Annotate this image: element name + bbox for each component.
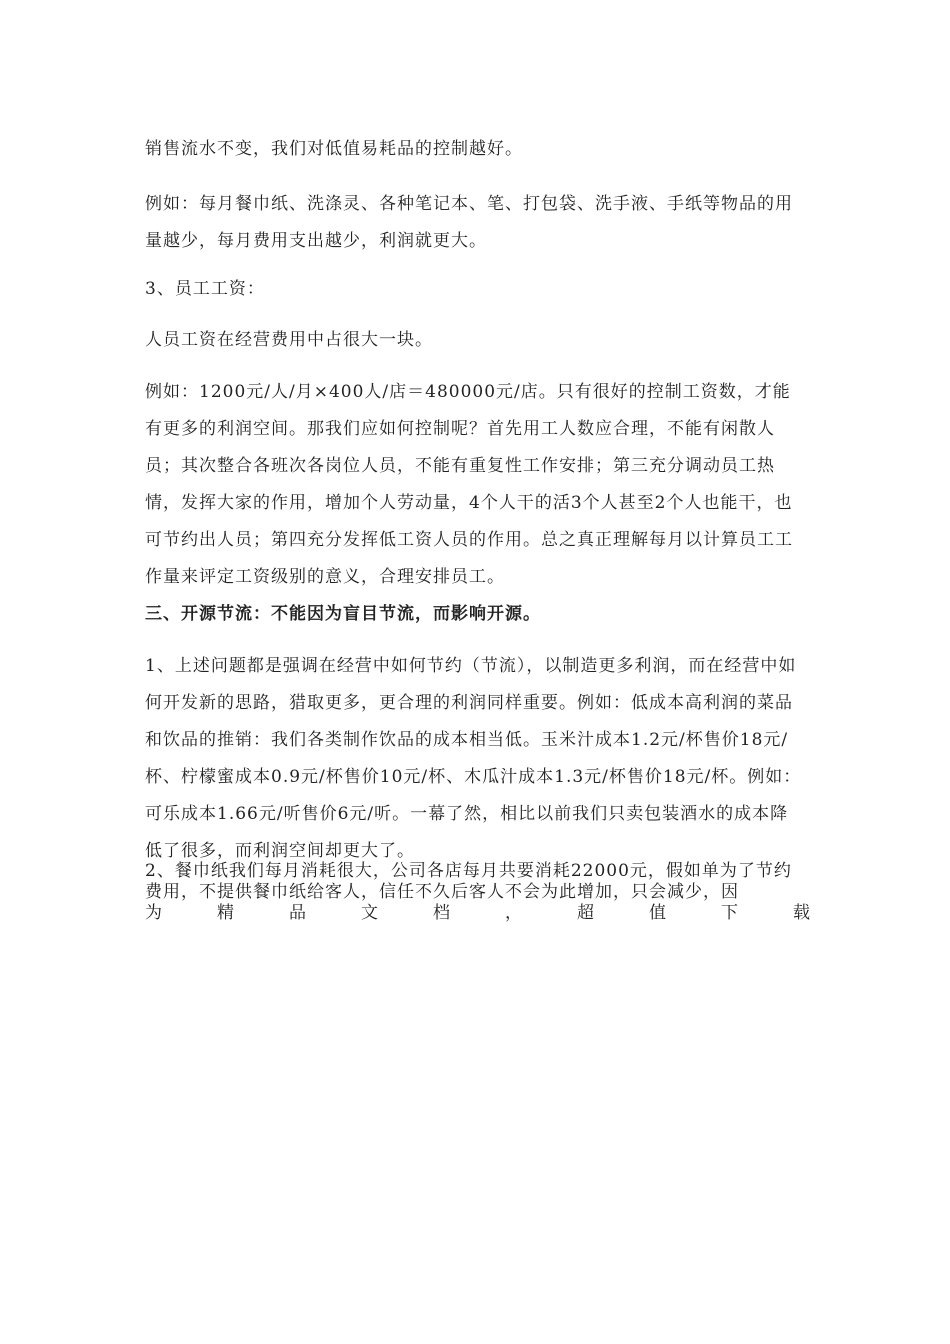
paragraph-low-value-items: 销售流水不变，我们对低值易耗品的控制越好。 — [145, 139, 523, 159]
footer-char: 超 — [577, 903, 594, 923]
section-heading-open-source: 三、开源节流：不能因为盲目节流，而影响开源。 — [145, 604, 541, 624]
footer-char: 载 — [793, 903, 810, 923]
footer-char: 品 — [289, 903, 306, 923]
paragraph-open-source-2: 2、餐巾纸我们每月消耗很大，公司各店每月共要消耗22000元，假如单为了节约费用，不提供餐巾纸给客人，信任不久后客人不会为此增加，只会减少，因 — [145, 861, 792, 902]
paragraph-wages-share: 人员工资在经营费用中占很大一块。 — [145, 330, 433, 350]
paragraph-wages-example: 例如：1200元/人/月×400人/店＝480000元/店。只有很好的控制工资数，才能有更多的利润空间。那我们应如何控制呢？首先用工人数应合理，不能有闲散人员；其次整合各班次各岗位人员，不能有重复性工作安排；第三充分调动员工热情，发挥大家的作用，增加个人劳动量，4个人干的活3个人甚至2个人也能干，也可节约出人员；第四充分发挥低工资人员的作用。总之真正理解每月以计算员工工作量来评定工资级别的意义，合理安排员工。 — [145, 382, 793, 587]
footer-char: ， — [505, 903, 522, 923]
paragraph-open-source-1: 1、上述问题都是强调在经营中如何节约（节流），以制造更多利润，而在经营中如何开发新的思路，猎取更多，更合理的利润同样重要。例如：低成本高利润的菜品和饮品的推销：我们各类制作饮品的成本相当低。玉米汁成本1.2元/杯售价18元/杯、柠檬蜜成本0.9元/杯售价10元/杯、木瓜汁成本1.3元/杯售价18元/杯。例如：可乐成本1.66元/听售价6元/听。一幕了然，相比以前我们只卖包装酒水的成本降低了很多，而利润空间却更大了。 — [145, 656, 802, 861]
paragraph-example-consumables: 例如：每月餐巾纸、洗涤灵、各种笔记本、笔、打包袋、洗手液、手纸等物品的用量越少，每月费用支出越少，利润就更大。 — [145, 194, 793, 251]
footer-char: 值 — [649, 903, 666, 923]
footer-char: 文 — [361, 903, 378, 923]
footer-char: 为 — [145, 903, 162, 923]
footer-watermark-line — [145, 903, 810, 924]
footer-char: 精 — [217, 903, 234, 923]
footer-char: 下 — [721, 903, 738, 923]
footer-char: 档 — [433, 903, 450, 923]
section-heading-staff-wages: 3、员工工资： — [145, 279, 265, 299]
